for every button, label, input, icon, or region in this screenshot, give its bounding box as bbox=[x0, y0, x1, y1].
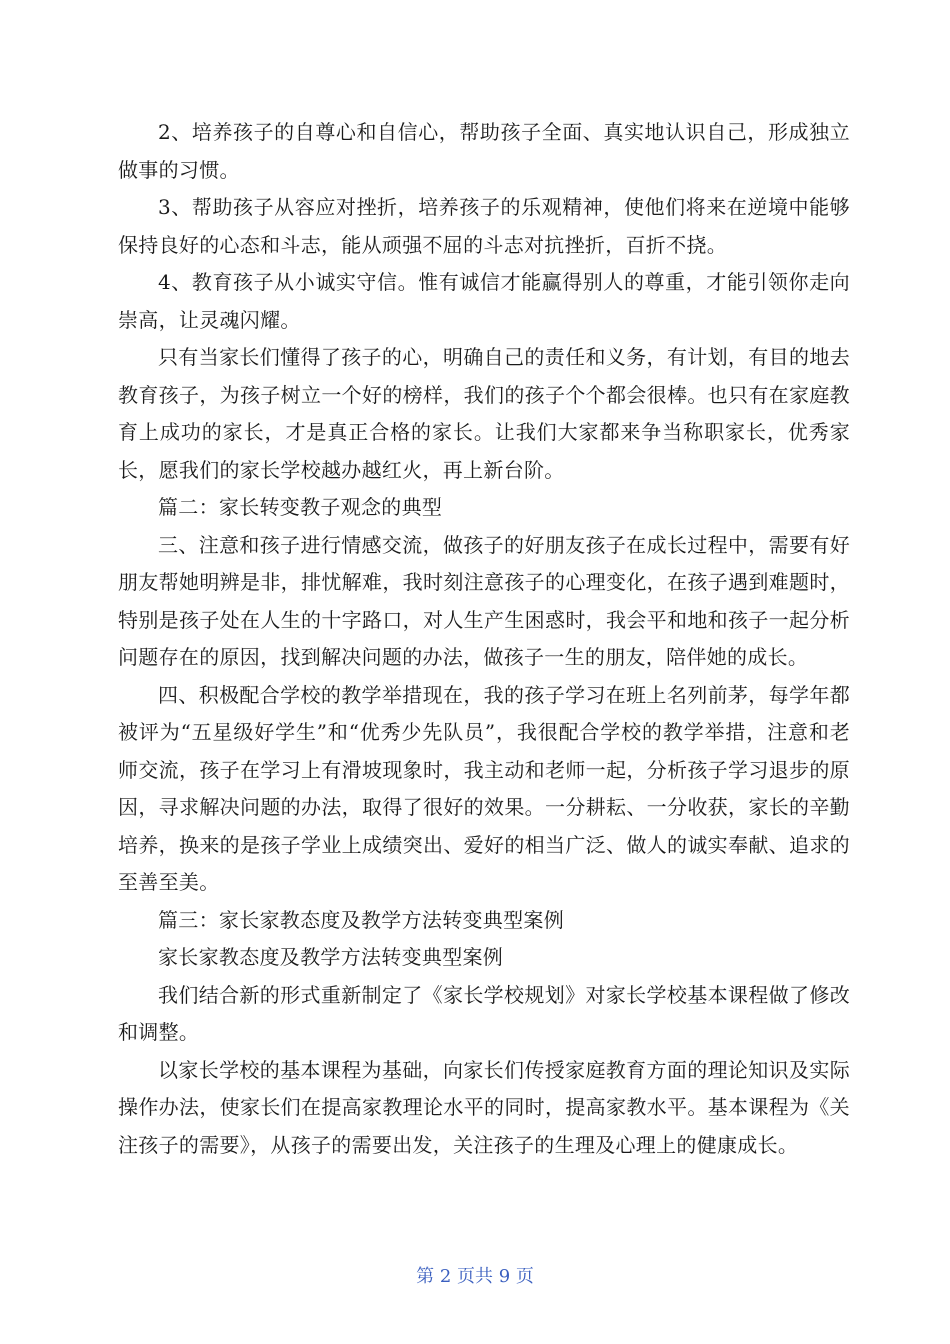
page-number-footer: 第 2 页共 9 页 bbox=[416, 1266, 534, 1287]
paragraph-conclusion: 只有当家长们懂得了孩子的心，明确自己的责任和义务，有计划，有目的地去教育孩子，为孩子树立一个好的榜样，我们的孩子个个都会很棒。也只有在家庭教育上成功的家长，才是真正合格的家长。让我们大家都来争当称职家长，优秀家长，愿我们的家长学校越办越红火，再上新台阶。 bbox=[118, 345, 850, 482]
paragraph-point-three: 三、注意和孩子进行情感交流，做孩子的好朋友孩子在成长过程中，需要有好朋友帮她明辨是非，排忧解难，我时刻注意孩子的心理变化，在孩子遇到难题时，特别是孩子处在人生的十字路口，对人生产生困惑时，我会平和地和孩子一起分析问题存在的原因，找到解决问题的办法，做孩子一生的朋友，陪伴她的成长。 bbox=[118, 532, 850, 669]
section-heading-part-3: 篇三：家长家教态度及教学方法转变典型案例 bbox=[158, 907, 564, 932]
paragraph-plan-revision: 我们结合新的形式重新制定了《家长学校规划》对家长学校基本课程做了修改和调整。 bbox=[118, 982, 850, 1044]
document-body bbox=[118, 114, 850, 1164]
paragraph-basic-course: 以家长学校的基本课程为基础，向家长们传授家庭教育方面的理论知识及实际操作办法，使家长们在提高家教理论水平的同时，提高家教水平。基本课程为《关注孩子的需要》，从孩子的需要出发，关注孩子的生理及心理上的健康成长。 bbox=[118, 1057, 850, 1157]
case-title: 家长家教态度及教学方法转变典型案例 bbox=[158, 945, 504, 969]
paragraph-point-2: 2、培养孩子的自尊心和自信心，帮助孩子全面、真实地认识自己，形成独立做事的习惯。 bbox=[118, 120, 850, 182]
section-heading-part-2: 篇二：家长转变教子观念的典型 bbox=[158, 495, 443, 519]
paragraph-point-4: 4、教育孩子从小诚实守信。惟有诚信才能赢得别人的尊重，才能引领你走向崇高，让灵魂闪耀。 bbox=[118, 270, 850, 332]
paragraph-point-3: 3、帮助孩子从容应对挫折，培养孩子的乐观精神，使他们将来在逆境中能够保持良好的心态和斗志，能从顽强不屈的斗志对抗挫折，百折不挠。 bbox=[118, 195, 850, 257]
paragraph-point-four: 四、积极配合学校的教学举措现在，我的孩子学习在班上名列前茅，每学年都被评为“五星级好学生”和“优秀少先队员”，我很配合学校的教学举措，注意和老师交流，孩子在学习上有滑坡现象时，我主动和老师一起，分析孩子学习退步的原因，寻求解决问题的办法，取得了很好的效果。一分耕耘、一分收获，家长的辛勤培养，换来的是孩子学业上成绩突出、爱好的相当广泛、做人的诚实奉献、追求的至善至美。 bbox=[118, 682, 850, 894]
